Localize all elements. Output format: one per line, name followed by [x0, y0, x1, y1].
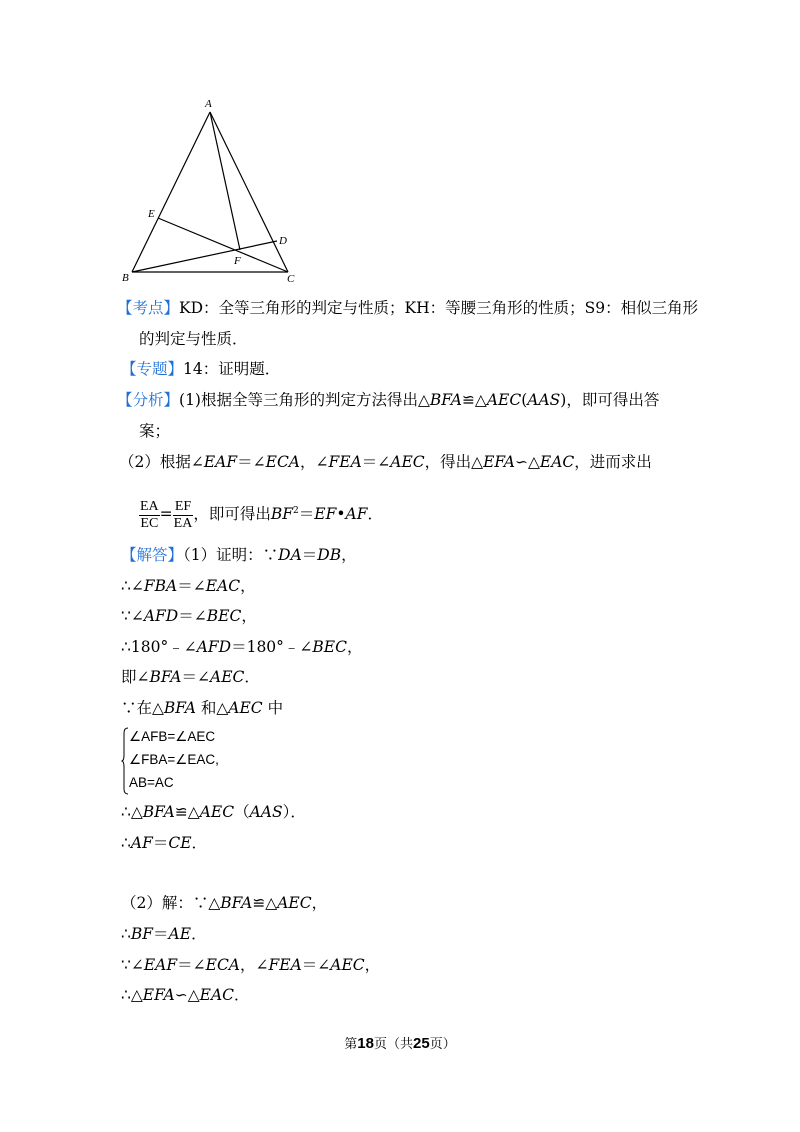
segment-bd — [132, 241, 277, 272]
proof-step-3: ∴180°﹣∠AFD＝180°﹣∠BEC， — [121, 638, 363, 656]
jieda-line-1: 【解答】（1）证明：∵DA＝DB， — [121, 546, 357, 564]
system-row-2: ∠FBA=∠EAC, — [129, 752, 219, 767]
point-label-a: A — [205, 98, 212, 110]
system-row-3: AB=AC — [129, 775, 174, 790]
segment-ec — [158, 218, 288, 272]
jieda-tag: 【解答】 — [121, 546, 184, 564]
point-label-b: B — [122, 272, 129, 284]
fenxi-line-2: 案； — [139, 422, 171, 440]
part2-line-3: ∵∠EAF＝∠ECA，∠FEA＝∠AEC， — [121, 956, 381, 974]
point-label-d: D — [279, 235, 287, 247]
system-row-1: ∠AFB=∠AEC — [129, 729, 216, 744]
page-total: 25 — [413, 1035, 430, 1052]
zhuanti-line — [121, 359, 280, 379]
part2-line-1: （2）解：∵△BFA≌△AEC， — [121, 894, 328, 912]
part2-line-2: ∴BF＝AE． — [121, 925, 207, 943]
fenxi-line-1: 【分析】(1)根据全等三角形的判定方法得出△BFA≌△AEC(AAS)，即可得出答 — [117, 391, 660, 409]
page-number: 18 — [357, 1035, 374, 1052]
segment-ac — [210, 112, 288, 272]
fenxi-line-4: $\frac{EA}{EC}$ = $\frac{EF}{EA}$ ，即可得出$BF^2=EF•AF$． — [140, 498, 383, 531]
fraction-ea-ec: $\frac{EA}{EC}$ — [140, 498, 159, 531]
kaodian-tag: 【考点】 — [117, 299, 180, 317]
fraction-ef-ea: $\frac{EF}{EA}$ — [173, 498, 193, 531]
segment-af — [210, 112, 240, 250]
proof-step-7: ∴AF＝CE． — [121, 834, 208, 852]
kaodian-text: KD：全等三角形的判定与性质；KH：等腰三角形的性质；S9：相似三角形 — [179, 299, 699, 317]
fenxi-line-3: （2）根据∠EAF＝∠ECA，∠FEA＝∠AEC，得出△EFA∽△EAC，进而求出 — [119, 453, 652, 471]
kaodian-line-1 — [117, 298, 698, 318]
zhuanti-text: 14：证明题． — [183, 360, 281, 378]
proof-step-5: ∵在△BFA 和△AEC 中 — [121, 699, 284, 717]
point-label-c: C — [287, 273, 295, 285]
fenxi-tag: 【分析】 — [117, 391, 180, 409]
proof-step-6: ∴△BFA≌△AEC（AAS）． — [121, 803, 306, 821]
proof-step-1: ∴∠FBA＝∠EAC， — [121, 577, 256, 595]
proof-step-4: 即∠BFA＝∠AEC． — [121, 668, 260, 686]
point-label-f: F — [234, 255, 241, 267]
kaodian-line-2: 的判定与性质． — [139, 330, 248, 348]
left-brace-icon — [121, 727, 129, 795]
part2-line-4: ∴△EFA∽△EAC． — [121, 986, 250, 1004]
page-footer: 第18页（共25页） — [344, 1035, 456, 1052]
zhuanti-tag: 【专题】 — [121, 360, 184, 378]
proof-step-2: ∵∠AFD＝∠BEC， — [121, 607, 257, 625]
triangle-figure — [110, 92, 310, 292]
point-label-e: E — [148, 208, 155, 220]
segment-ab — [132, 112, 210, 272]
